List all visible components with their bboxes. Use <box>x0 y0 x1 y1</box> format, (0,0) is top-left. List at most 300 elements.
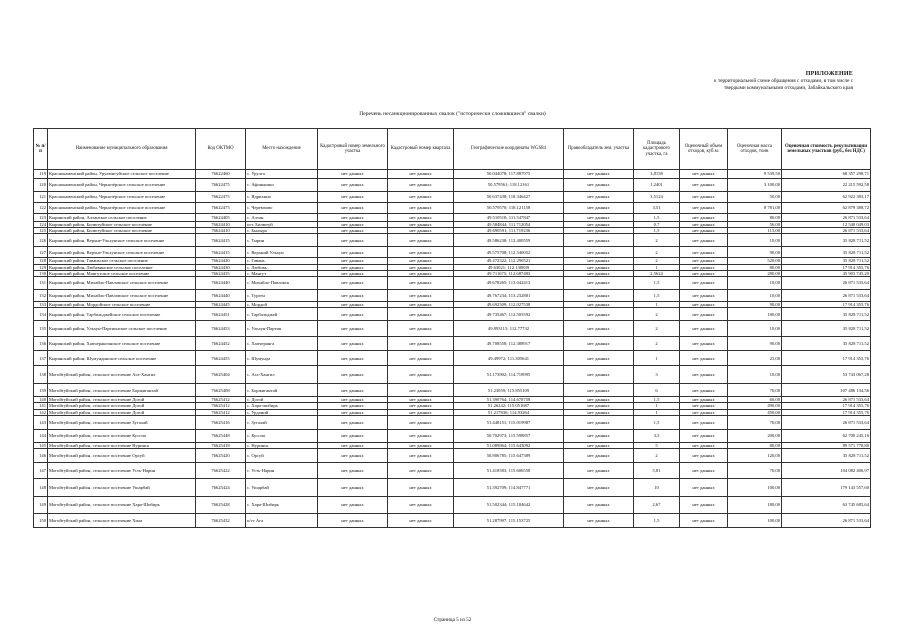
appendix-block <box>623 71 853 92</box>
table-cell: 10,00 <box>728 366 782 384</box>
table-cell: нет данных <box>680 415 728 429</box>
table-cell: нет данных <box>680 442 728 448</box>
table-cell: 1,5 <box>634 514 680 528</box>
table-cell: 2 <box>634 321 680 337</box>
table-cell: с. Черемхово <box>246 203 318 214</box>
table-body <box>34 170 871 528</box>
table-cell: 0,7 <box>634 222 680 228</box>
table-cell: с. Верхний Ульхун <box>246 247 318 258</box>
table-cell: 142 <box>34 409 48 415</box>
table-cell: с. Хара-шибирь <box>246 403 318 409</box>
table-cell: Кыринский район, Верхне-Ульхунское сельское поселение <box>48 247 196 258</box>
table-cell: нет данных <box>680 463 728 479</box>
table-cell: 130 <box>34 270 48 276</box>
table-cell: 127 <box>34 247 48 258</box>
column-header: Оценочная стоимость рекультивации земельных участков (руб., без НДС) <box>782 129 871 170</box>
table-cell: нет данных <box>318 203 388 214</box>
table-cell: нет данных <box>318 429 388 442</box>
table-cell: 51.089864; 115.643092 <box>454 442 564 448</box>
table-cell: нет данных <box>388 277 454 290</box>
table-cell: нет данных <box>388 463 454 479</box>
table-cell: 35 828 711,52 <box>782 449 871 463</box>
table-cell: 3,8158 <box>634 170 680 179</box>
table-cell: Кыринский район, Тарбальджейское сельское поселение <box>48 308 196 321</box>
table-cell: с. Афонькино <box>246 179 318 192</box>
table-cell: 76625412 <box>196 397 246 403</box>
table-cell: нет данных <box>680 247 728 258</box>
table-cell: 2 <box>634 247 680 258</box>
table-cell: нет данных <box>564 384 634 397</box>
table-cell: 3,51 <box>634 203 680 214</box>
page-footer: Страница 5 из 52 <box>433 617 472 623</box>
table-cell: нет данных <box>388 366 454 384</box>
table-cell: 144 <box>34 429 48 442</box>
table-cell: нет данных <box>680 384 728 397</box>
table-cell: 49.767234; 113.232881 <box>454 290 564 302</box>
table-cell: 1 <box>634 351 680 366</box>
table-cell: пгт. Билютуй <box>246 222 318 228</box>
table-cell: нет данных <box>388 337 454 351</box>
table-cell: нет данных <box>388 302 454 308</box>
table-cell: 1,5 <box>634 290 680 302</box>
table-cell: 26 871 533,64 <box>782 290 871 302</box>
column-header: Географические координаты WGS84 <box>454 129 564 170</box>
table-cell: 10,00 <box>728 290 782 302</box>
table-cell: нет данных <box>564 442 634 448</box>
table-cell: 76625412 <box>196 403 246 409</box>
table-cell: нет данных <box>318 321 388 337</box>
table-row <box>34 384 871 397</box>
table-cell: с. Орсуй <box>246 449 318 463</box>
table-cell: Могойтуйский район, сельское поселение Усть-Нарин <box>48 463 196 479</box>
table-cell: 76624445 <box>196 302 246 308</box>
table-cell: нет данных <box>680 214 728 222</box>
table-cell: с. Урдовий <box>246 409 318 415</box>
table-cell: 180,00 <box>728 497 782 514</box>
table-cell: 147 <box>34 463 48 479</box>
table-cell: 76624405 <box>196 214 246 222</box>
table-cell: 76625418 <box>196 442 246 448</box>
table-cell: 1 <box>634 302 680 308</box>
table-cell: 51.418583; 115.606558 <box>454 463 564 479</box>
table-cell: 9 539,50 <box>728 170 782 179</box>
table-cell: 76625448 <box>196 429 246 442</box>
table-cell: 76622475 <box>196 203 246 214</box>
table-cell: нет данных <box>318 403 388 409</box>
table-cell: Могойтуйский район, сельское поселение Нуринск <box>48 442 196 448</box>
table-cell: Могойтуйский район, сельское поселение Кусоча <box>48 429 196 442</box>
table-cell: 180,00 <box>728 308 782 321</box>
table-cell: 76624410 <box>196 228 246 234</box>
table-cell: 17 914 355,76 <box>782 302 871 308</box>
table-cell: 56,00 <box>728 222 782 228</box>
table-header-row <box>34 129 871 170</box>
table-cell: нет данных <box>564 415 634 429</box>
table-cell: нет данных <box>318 449 388 463</box>
table-cell: 121 <box>34 192 48 203</box>
table-cell: 76625408 <box>196 384 246 397</box>
column-header: Площадь кадастрового участка, га <box>634 129 680 170</box>
table-cell: 22 215 592,58 <box>782 179 871 192</box>
table-cell: 17 914 355,76 <box>782 264 871 270</box>
table-row <box>34 290 871 302</box>
table-cell: нет данных <box>318 442 388 448</box>
table-cell: 49.575708; 112.540052 <box>454 247 564 258</box>
table-cell: с. Ага-Хангил <box>246 366 318 384</box>
table-cell: 3 <box>634 366 680 384</box>
table-cell: 137 <box>34 351 48 366</box>
table-cell: 134 <box>34 308 48 321</box>
table-cell: 1 <box>634 403 680 409</box>
table-cell: нет данных <box>564 290 634 302</box>
table-cell: 76624440 <box>196 290 246 302</box>
table-row <box>34 308 871 321</box>
table-cell: нет данных <box>680 258 728 264</box>
table-cell: 76622460 <box>196 170 246 179</box>
table-cell: 26 871 533,64 <box>782 214 871 222</box>
table-cell: 50.806785; 115.647389 <box>454 449 564 463</box>
table-cell: 8 781,00 <box>728 203 782 214</box>
table-cell: 1 <box>634 409 680 415</box>
table-cell: нет данных <box>680 308 728 321</box>
table-cell: Кыринский район, Гаваньское сельское поселение <box>48 258 196 264</box>
table-cell: 90,00 <box>728 302 782 308</box>
table-cell: с. Ульхун-Партия <box>246 321 318 337</box>
table-cell: 2,5624 <box>634 270 680 276</box>
table-cell: нет данных <box>318 234 388 247</box>
table-cell: 123 <box>34 214 48 222</box>
table-cell: с. Ушарбай <box>246 479 318 497</box>
table-cell: с. Мангут <box>246 270 318 276</box>
table-cell: п/ст Ага <box>246 514 318 528</box>
column-header: Кадастровый номер квартала <box>388 129 454 170</box>
table-cell: 26 871 533,64 <box>782 514 871 528</box>
table-cell: 50.579561; 118.12161 <box>454 179 564 192</box>
appendix-line-1: к территориальной схеме обращения с отходами, в том числе с <box>714 78 853 84</box>
table-cell: нет данных <box>388 247 454 258</box>
table-cell: Кыринский район, Билютуйское сельское поселение <box>48 222 196 228</box>
table-cell: 49.735467; 112.505592 <box>454 308 564 321</box>
table-cell: нет данных <box>680 277 728 290</box>
table-cell: с. Хара-Шибирь <box>246 497 318 514</box>
table-cell: 89 571 778,80 <box>782 442 871 448</box>
table-cell: 53 743 067,28 <box>782 366 871 384</box>
table-cell: нет данных <box>388 442 454 448</box>
table-cell: нет данных <box>318 214 388 222</box>
table-cell: 1,5 <box>634 415 680 429</box>
table-cell: 2 <box>634 258 680 264</box>
table-cell: 60,00 <box>728 397 782 403</box>
table-cell: 90,00 <box>728 337 782 351</box>
table-cell: нет данных <box>564 337 634 351</box>
table-cell: нет данных <box>680 270 728 276</box>
table-cell: нет данных <box>388 384 454 397</box>
column-header: Код ОКТМО <box>196 129 246 170</box>
table-cell: 1,5 <box>634 277 680 290</box>
table-cell: нет данных <box>318 247 388 258</box>
table-cell: нет данных <box>318 222 388 228</box>
table-cell: нет данных <box>680 397 728 403</box>
table-cell: нет данных <box>680 302 728 308</box>
table-cell: нет данных <box>388 429 454 442</box>
table-cell: 50.637438; 118.346427 <box>454 192 564 203</box>
table-cell: нет данных <box>388 203 454 214</box>
table-cell: 76624451 <box>196 308 246 321</box>
table-cell: 148 <box>34 479 48 497</box>
table-cell: 26 871 533,64 <box>782 397 871 403</box>
table-cell: нет данных <box>564 228 634 234</box>
table-cell: Краснокаменский район, Чернозёрское сельское поселение <box>48 179 196 192</box>
table-cell: 51.287997; 115.153725 <box>454 514 564 528</box>
table-cell: 76624435 <box>196 270 246 276</box>
table-cell: 35 828 711,52 <box>782 321 871 337</box>
table-cell: Могойтуйский район, сельское поселение Хара-Шибирь <box>48 497 196 514</box>
table-cell: 490,00 <box>728 403 782 409</box>
table-cell: 26 871 533,64 <box>782 277 871 290</box>
table-cell: нет данных <box>680 234 728 247</box>
table-row <box>34 277 871 290</box>
table-cell: 1,5 <box>634 214 680 222</box>
table-cell: 280,00 <box>728 270 782 276</box>
table-cell: 49.472322; 112.290521 <box>454 258 564 264</box>
table-cell: нет данных <box>318 366 388 384</box>
table-cell: 63 745 685,64 <box>782 497 871 514</box>
table-cell: 49.584844; 111.712054 <box>454 222 564 228</box>
table-cell: нет данных <box>318 397 388 403</box>
table-cell: с. Боржигантай <box>246 384 318 397</box>
table-cell: с. Догой <box>246 397 318 403</box>
table-cell: Могойтуйский район, сельское поселение Догой <box>48 397 196 403</box>
column-header: Оценочный объем отходов, куб.м. <box>680 129 728 170</box>
table-cell: 50.579570; 118.121158 <box>454 203 564 214</box>
table-cell: 125 <box>34 228 48 234</box>
table-cell: нет данных <box>680 290 728 302</box>
table-cell: 76625412 <box>196 409 246 415</box>
table-cell: 76624420 <box>196 258 246 264</box>
table-cell: нет данных <box>388 290 454 302</box>
table-cell: 62 922 383,17 <box>782 192 871 203</box>
table-cell: 70,00 <box>728 384 782 397</box>
table-cell: нет данных <box>564 170 634 179</box>
table-cell: 145 <box>34 442 48 448</box>
table-cell: с. Ядрихино <box>246 192 318 203</box>
table-cell: 1 <box>634 264 680 270</box>
table-cell: 2 <box>634 234 680 247</box>
table-cell: с. Хапчеранга <box>246 337 318 351</box>
table-cell: с. Нуринск <box>246 442 318 448</box>
table-cell: нет данных <box>680 497 728 514</box>
table-cell: 124 <box>34 222 48 228</box>
table-cell: 70,00 <box>728 415 782 429</box>
table-cell: 49.678265; 113.042413 <box>454 277 564 290</box>
table-cell: нет данных <box>680 170 728 179</box>
table-row <box>34 179 871 192</box>
column-header: Правообладатель зем. участка <box>564 129 634 170</box>
table-cell: 76624430 <box>196 264 246 270</box>
table-cell: 12 540 049,03 <box>782 222 871 228</box>
table-cell: 76625422 <box>196 463 246 479</box>
table-cell: 35 828 711,52 <box>782 247 871 258</box>
table-row <box>34 479 871 497</box>
table-row <box>34 203 871 214</box>
table-cell: нет данных <box>564 179 634 192</box>
table-cell: 76625420 <box>196 449 246 463</box>
table-cell: 100,00 <box>728 479 782 497</box>
table-cell: нет данных <box>680 337 728 351</box>
table-cell: 1,5 <box>634 397 680 403</box>
table-cell: нет данных <box>388 228 454 234</box>
table-cell: нет данных <box>680 403 728 409</box>
table-cell: 2 <box>634 449 680 463</box>
table-cell: нет данных <box>680 222 728 228</box>
table-cell: нет данных <box>318 270 388 276</box>
table-cell: 76625432 <box>196 514 246 528</box>
table-cell: нет данных <box>388 479 454 497</box>
table-cell: 143 <box>34 415 48 429</box>
table-cell: 49.893115; 112.77732 <box>454 321 564 337</box>
document-title: Перечень несанкционированных свалок ("исторически сложившиеся" свалки) <box>359 111 546 117</box>
table-cell: 51.448151; 115.019987 <box>454 415 564 429</box>
table-cell: 150 <box>34 514 48 528</box>
table-cell: нет данных <box>318 192 388 203</box>
table-cell: Кыринский район, Алтанское сельское поселение <box>48 214 196 222</box>
table-cell: нет данных <box>680 264 728 270</box>
table-cell: 6 <box>634 384 680 397</box>
table-row <box>34 497 871 514</box>
table-cell: 51.173902; 114.718995 <box>454 366 564 384</box>
table-row <box>34 366 871 384</box>
table-cell: 80,00 <box>728 264 782 270</box>
table-cell: 90,00 <box>728 247 782 258</box>
table-cell: нет данных <box>564 308 634 321</box>
table-cell: нет данных <box>318 415 388 429</box>
table-cell: нет данных <box>318 514 388 528</box>
table-cell: 76624453 <box>196 321 246 337</box>
table-cell: 136 <box>34 337 48 351</box>
table-cell: нет данных <box>388 321 454 337</box>
table-cell: Кыринский район, Шумундинское сельское поселение <box>48 351 196 366</box>
table-cell: 119 <box>34 170 48 179</box>
table-cell: 76625416 <box>196 415 246 429</box>
table-cell: нет данных <box>680 179 728 192</box>
table-cell: 100,00 <box>728 514 782 528</box>
table-cell: Кыринский район, Верхне-Ульхунское сельское поселение <box>48 234 196 247</box>
table-cell: 70,00 <box>728 463 782 479</box>
table-cell: нет данных <box>680 479 728 497</box>
table-cell: нет данных <box>388 514 454 528</box>
table-cell: 120,00 <box>728 449 782 463</box>
table-cell: с. Гавань <box>246 258 318 264</box>
table-cell: 76624415 <box>196 234 246 247</box>
table-cell: нет данных <box>318 337 388 351</box>
table-cell: 120 <box>34 179 48 192</box>
table-cell: 200,00 <box>728 429 782 442</box>
table-cell: 51.502344; 115.184642 <box>454 497 564 514</box>
table-cell: Краснокаменский район, Чернозёрское сельское поселение <box>48 192 196 203</box>
table-cell: нет данных <box>564 403 634 409</box>
table-cell: 35 828 711,52 <box>782 337 871 351</box>
table-cell: 76624452 <box>196 337 246 351</box>
table-cell: нет данных <box>564 203 634 214</box>
table-cell: 49.690591; 111.719236 <box>454 228 564 234</box>
table-cell: нет данных <box>564 351 634 366</box>
table-cell: 138 <box>34 366 48 384</box>
table-cell: 17 914 355,76 <box>782 351 871 366</box>
table-cell: нет данных <box>318 384 388 397</box>
table-cell: 146 <box>34 449 48 463</box>
table-cell: нет данных <box>680 228 728 234</box>
table-cell: нет данных <box>680 514 728 528</box>
table-row <box>34 429 871 442</box>
table-row <box>34 463 871 479</box>
table-cell: с. Мордой <box>246 302 318 308</box>
table-cell: Могойтуйский район, сельское поселение Зугалай <box>48 415 196 429</box>
table-cell: Кыринский район, Хапчерангинское сельское поселение <box>48 337 196 351</box>
table-cell: нет данных <box>680 203 728 214</box>
table-cell: Могойтуйский район, сельское поселение Догой <box>48 409 196 415</box>
table-cell: 51.23059; 115.855109 <box>454 384 564 397</box>
table-cell: 126 <box>34 234 48 247</box>
column-header: Оценочная масса отходов, тонн <box>728 129 782 170</box>
table-cell: 3 100,00 <box>728 179 782 192</box>
table-cell: 17 914 355,76 <box>782 403 871 409</box>
table-cell: с. Алтан <box>246 214 318 222</box>
table-cell: 49.708558; 112.388917 <box>454 337 564 351</box>
table-cell: нет данных <box>388 308 454 321</box>
table-cell: 76622475 <box>196 192 246 203</box>
table-cell: с. Кусоча <box>246 429 318 442</box>
table-cell: нет данных <box>388 258 454 264</box>
table-cell: 51.217836; 114.93264 <box>454 409 564 415</box>
table-cell: нет данных <box>564 277 634 290</box>
table-cell: 132 <box>34 290 48 302</box>
dump-register-table <box>33 128 871 528</box>
table-cell: с. Любовь <box>246 264 318 270</box>
table-cell: 76622475 <box>196 179 246 192</box>
table-cell: нет данных <box>564 214 634 222</box>
table-cell: нет данных <box>318 277 388 290</box>
table-cell: Краснокаменский район, Урулюнгуйское сельское поселение <box>48 170 196 179</box>
table-cell: 49.692509; 112.027538 <box>454 302 564 308</box>
table-cell: 141 <box>34 403 48 409</box>
table-cell: нет данных <box>388 170 454 179</box>
table-cell: 26 871 533,64 <box>782 415 871 429</box>
table-cell: Кыринский район, Михайло-Павловское сельское поселение <box>48 277 196 290</box>
table-cell: Кыринский район, Мангутское сельское поселение <box>48 270 196 276</box>
table-cell: 107 486 134,56 <box>782 384 871 397</box>
table-cell: Могойтуйский район, сельское поселение Боржигантай <box>48 384 196 397</box>
table-cell: 128 <box>34 258 48 264</box>
table-cell: 133 <box>34 302 48 308</box>
table-cell: 10 <box>634 479 680 497</box>
table-cell: 35 828 711,52 <box>782 234 871 247</box>
table-cell: 49.510518; 111.547847 <box>454 214 564 222</box>
table-cell: 135 <box>34 321 48 337</box>
table-cell: нет данных <box>388 397 454 403</box>
table-cell: 76625428 <box>196 497 246 514</box>
table-cell: 1,5 <box>634 228 680 234</box>
table-cell: с. Турген <box>246 290 318 302</box>
table-cell: 49.49972; 111.305641 <box>454 351 564 366</box>
table-row <box>34 514 871 528</box>
table-cell: 50.044078; 117.887975 <box>454 170 564 179</box>
table-cell: нет данных <box>318 302 388 308</box>
table-cell: 3,5124 <box>634 192 680 203</box>
table-cell: 45 903 745,20 <box>782 270 871 276</box>
table-cell: нет данных <box>564 258 634 264</box>
table-cell: нет данных <box>318 351 388 366</box>
table-cell: 122 <box>34 203 48 214</box>
